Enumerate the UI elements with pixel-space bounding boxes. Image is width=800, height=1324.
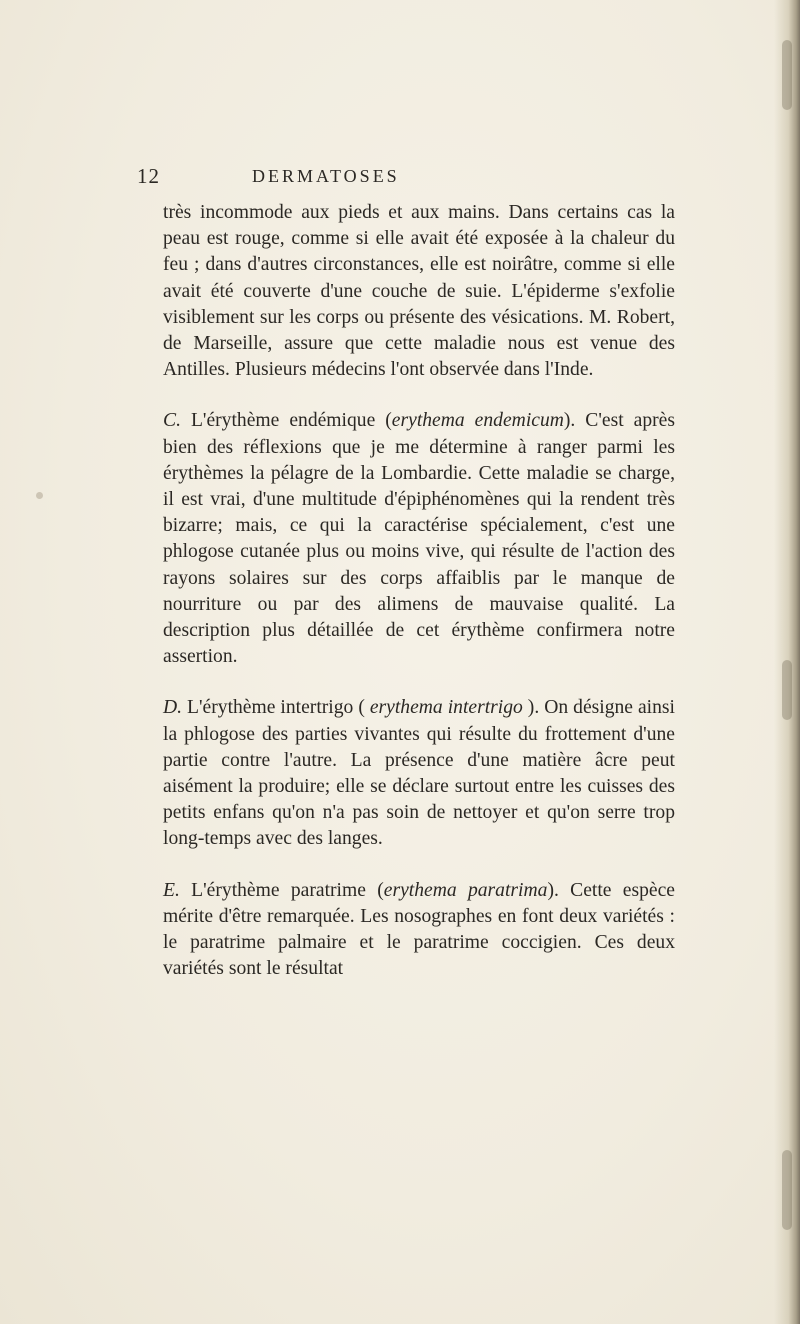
latin-term: erythema intertrigo — [369, 697, 523, 719]
page-edge-stain — [782, 660, 792, 720]
paragraph-text: très incommode aux pieds et aux mains. Dans certains cas la peau est rouge, comme si elle avait été exposée à la chaleur du feu ; dans d'autres circonstances, elle est noirâtre, comme si elle avait été couverte d'une couche de suie. L'épiderme s'exfolie visiblement sur les corps ou présente des vésications. M. Robert, de Marseille, assure que cette maladie nous est venue des Antilles. Plusieurs médecins l'ont observée dans l'Inde. — [163, 202, 675, 381]
body-text — [163, 200, 675, 982]
paragraph-text: ). Cette espèce mérite d'être remarquée. Les nosographes en font deux variétés : le paratrime palmaire et le paratrime coccigien. Ces deux variétés sont le résultat — [163, 879, 676, 980]
page-header — [0, 164, 800, 192]
paragraph — [163, 878, 675, 983]
paragraph-text: L'érythème paratrime ( — [191, 879, 384, 901]
paragraph-text: ). C'est après bien des réflexions que je me détermine à ranger parmi les érythèmes la pélagre de la Lombardie. Cette maladie se charge, il est vrai, d'une multitude d'épiphénomènes qui la rendent très bizarre; mais, ce qui la caractérise spécialement, c'est une phlogose cutanée plus ou moins vive, qui résulte de l'action des rayons solaires sur des corps affaiblis par le manque de nourriture ou par des alimens de mauvaise qualité. La description plus détaillée de cet érythème confirmera notre assertion. — [163, 410, 675, 668]
section-letter: C. — [163, 410, 181, 432]
latin-term: erythema paratrima — [383, 879, 548, 901]
section-letter: D. — [163, 697, 183, 719]
paragraph-text: L'érythème endémique ( — [190, 410, 392, 432]
paragraph-text: L'érythème intertrigo ( — [187, 697, 370, 719]
paper-spot — [36, 492, 43, 499]
page-edge-stain — [782, 40, 792, 110]
latin-term: erythema endemicum — [391, 410, 564, 432]
paragraph — [163, 695, 675, 852]
page-number: 12 — [137, 164, 160, 188]
running-head: DERMATOSES — [252, 166, 400, 186]
paragraph — [163, 408, 675, 670]
paragraph-text: ). On désigne ainsi la phlogose des parties vivantes qui résulte du frottement d'une partie contre l'autre. La présence d'une matière âcre peut aisément la produire; elle se déclare surtout entre les cuisses des petits enfans qu'on n'a pas soin de nettoyer et qu'on serre trop long-temps avec des langes. — [163, 697, 675, 850]
paragraph — [163, 200, 675, 383]
section-letter: E. — [163, 879, 180, 901]
page-edge-stain — [782, 1150, 792, 1230]
